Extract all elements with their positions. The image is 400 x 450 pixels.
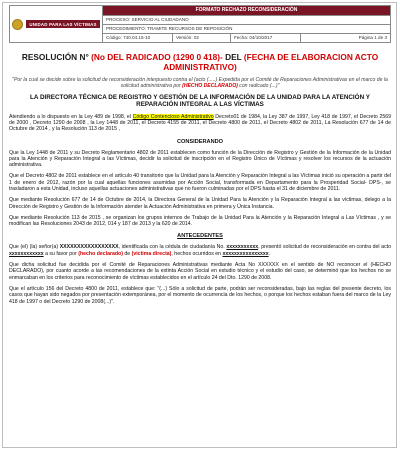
antecedentes-paragraph-2: Que dicha solicitud fue decidida por el Comité de Reparaciones Administrativas mediante Acta No XXXXXX en el sentido de NO reconocer el (HECHO DECLARADO), por cuanto acorde a las recomendaciones de la extinta Acción Social en estudio técnico y el estudio del caso, se determinó que los hechos no se enmarcaban en los criterios para reconocimiento de víctimas establecidos en el artículo 24 del Dto. 1290 de 2008.: [9, 262, 391, 281]
version-cell: Versión: 02: [173, 34, 231, 42]
considerando-heading: CONSIDERANDO: [177, 138, 223, 145]
brand-label: UNIDAD PARA LAS VÍCTIMAS: [26, 20, 99, 28]
form-title: FORMATO RECHAZO RECONSIDERACIÓN: [103, 6, 390, 15]
del-word: DEL: [225, 52, 242, 62]
authority-heading: LA DIRECTORA TÉCNICA DE REGISTRO Y GESTIÓN DE LA INFORMACIÓN DE LA UNIDAD PARA LA ATENCIÓN Y REPARACIÓN INTEGRAL A LAS VÍCTIMAS: [30, 93, 370, 109]
antecedentes-paragraph-3: Que el artículo 156 del Decreto 4800 de 2011, establece que: "(...) Sólo a solicitud de parte, podrán ser reconsideradas, bajo las reglas del presente decreto, los casos que hayan sido negados por presentación extemporánea, por el momento de ocurrencia de los hechos, o porque los hechos estaban fuera del marco de la Ley 418 de 1997 o del Decreto 1290 de 2008(...)".: [9, 285, 391, 305]
fecha-placeholder: (FECHA DE ELABORACION ACTO ADMINISTRATIVO): [163, 52, 379, 72]
p6-d: a su favor por: [45, 250, 77, 257]
p6-c: , presentó solicitud de reconsideración en contra del acto: [258, 244, 391, 251]
considerando-paragraph-2: Que el Decreto 4802 de 2011 establece en el artículo 40 transitorio que la Unidad para la Atención y Reparación Integral a las Víctimas inició su operación a partir del 1 de enero de 2012, razón por la cual aquellas funciones asumidas por Acción Social, transformada en Departamento para la Prosperidad Social- DPS-, se trasladaron a esta Unidad, incluso aquellas actuaciones administrativas que no fueron culminadas por el DPS hasta el 31 de diciembre de 2011.: [9, 173, 391, 192]
p6-e: de: [124, 250, 131, 257]
p6-g: .: [268, 250, 271, 257]
document-header-table: [9, 5, 391, 43]
code-cell: Código: 740.04.15-10: [103, 34, 173, 42]
codigo-link[interactable]: Código Contencioso Administrativo: [132, 113, 214, 120]
legal-basis-paragraph: [9, 114, 391, 133]
page-cell: Página 1 de 3: [358, 35, 387, 40]
resolution-purpose: [9, 77, 391, 90]
date-cell: Fecha: 04/10/2017: [231, 34, 301, 42]
victima-directa: (victima directa): [131, 250, 172, 257]
resolution-prefix: RESOLUCIÓN N°: [21, 52, 89, 62]
resolution-title: [9, 52, 391, 72]
radicado-placeholder: (No DEL RADICADO (1290 0 418)-: [91, 52, 223, 62]
considerando-paragraph-1: Que la Ley 1448 de 2011 y su Decreto Reglamentario 4802 de 2011 establecen como función de la Dirección de Registro y Gestión de la Información de la Unidad para la Atención y Reparación Integral a las Víctimas, decidir la solicitud de inscripción en el Registro Único de Víctimas y resolver los recursos de la actuación administrativa.: [9, 149, 391, 169]
intro-hecho-placeholder: (HECHO DECLARADO): [182, 83, 238, 90]
hecho-declarado: (hecho declarado): [78, 250, 123, 257]
p1-text-a: Atendiendo a lo dispuesto en la Ley 489 de 1998, el: [9, 113, 131, 120]
p1-text-b: Decreto01 de 1984, la Ley 387 de 1997, Ley 418 de 1997, el Decreto 2569 de 2000 , Decreto 1290 de 2008 , la Ley 1448 de 2011, el Decreto 4155 de 2011, el Decreto 4800 de 2011, el Decreto 4802 de 2011, La Resolución 677 de 14 de Octubre de 2014 , y la Resolución 113 de 2015 ,: [9, 113, 392, 133]
process-row: PROCESO: SERVICIO AL CIUDADANO: [103, 15, 390, 24]
petitioner-name: XXXXXXXXXXXXXXXXX: [59, 244, 119, 251]
cedula-number: xxxxxxxxxxx: [226, 244, 259, 251]
intro-end: con radicado (...)": [239, 83, 280, 90]
metadata-row: [103, 33, 390, 42]
procedure-row: PROCEDIMIENTO: TRAMITE RECURSOS DE REPOSICIÓN: [103, 24, 390, 33]
header-info: [103, 6, 390, 42]
considerando-paragraph-4: Que mediante Resolución 113 de 2015 , se organizan los grupos internos de Trabajo de la Unidad Para la Atención y la Reparación Integral a Las Víctimas , y se modifican las Resoluciones 2043 de 2012, 014 y 187 de 2013 y la 620 de 2014.: [9, 214, 391, 228]
antecedentes-paragraph-1: [9, 244, 391, 257]
antecedentes-heading: ANTECEDENTES: [177, 233, 223, 240]
p6-a: Que (el) (la) señor(a): [9, 244, 59, 251]
acto-number: xxxxxxxxxxxx: [9, 250, 44, 257]
p6-b: , identificada con la cédula de ciudadanía No.: [118, 244, 225, 251]
p6-f: , hechos ocurridos en: [171, 250, 222, 257]
intro-text: "Por la cual se decide sobre la solicitud de reconsideración interpuesto contra el (acto (.....) Expedida por el Comité de Reparaciones Administrativas en el marco de la solicitud administrativa por: [12, 77, 388, 90]
considerando-paragraph-3: Que mediante Resolución 677 de 14 de Octubre de 2014, la Directora General de la Unidad Para la Atención y la Reparación Integral a las víctimas, delego a la Dirección de Registro y Gestión de la Información atender la Actuación Administrativa en primera y Única Instancia.: [9, 197, 391, 210]
seal-icon: [12, 19, 23, 30]
unidad-victimas-logo: [10, 6, 103, 42]
lugar-hechos: xxxxxxxxxxxxxxxx: [222, 250, 269, 257]
